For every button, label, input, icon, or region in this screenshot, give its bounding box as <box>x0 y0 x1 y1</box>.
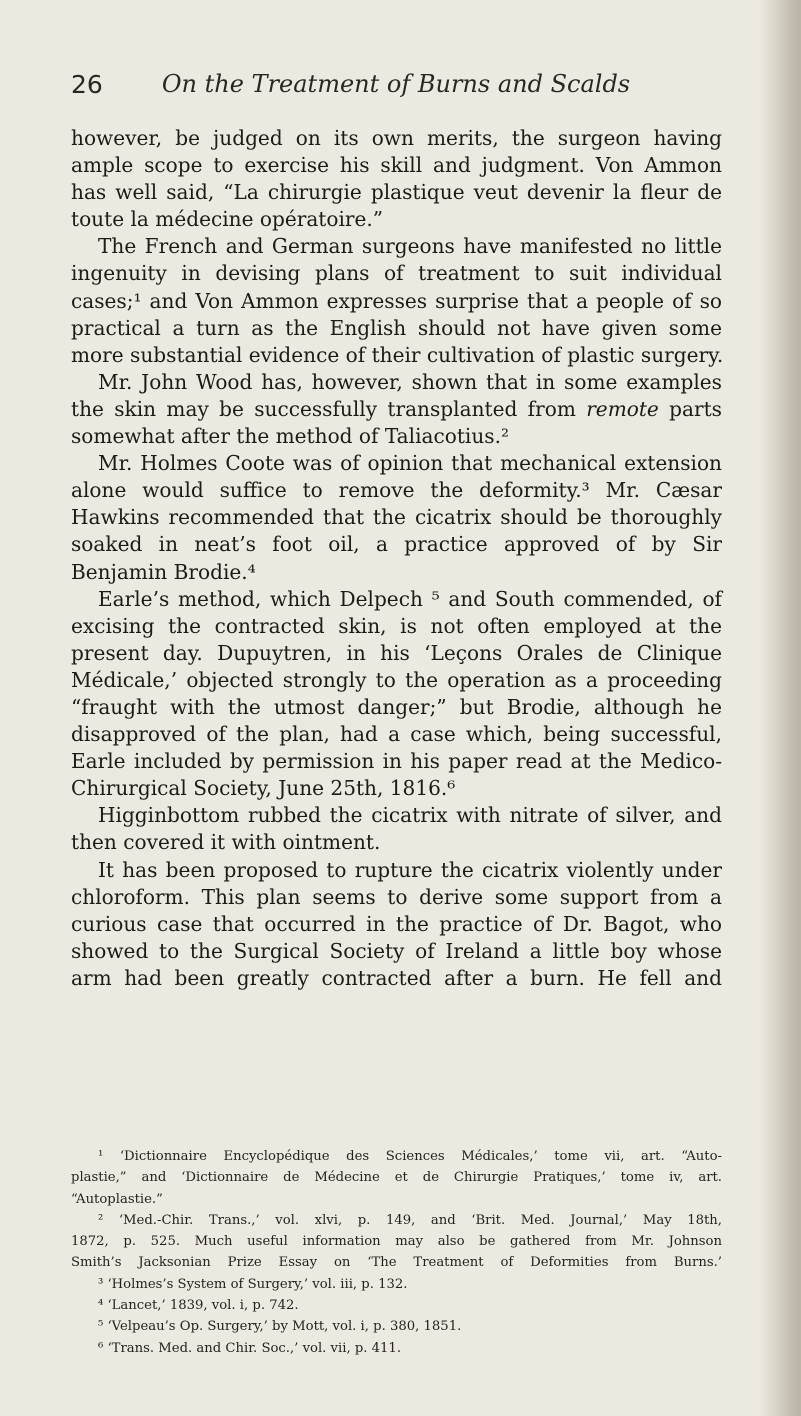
body-line: the skin may be successfully transplanted from remote parts <box>71 396 722 421</box>
body-line: It has been proposed to rupture the cicatrix violently under <box>98 857 722 882</box>
footnotes <box>71 1146 722 1359</box>
page-header <box>71 70 721 104</box>
body-line: Mr. John Wood has, however, shown that in some examples <box>98 369 722 394</box>
body-line: somewhat after the method of Taliacotius.² <box>71 424 510 449</box>
footnote-line: ¹ ‘Dictionnaire Encyclopédique des Sciences Médicales,’ tome vii, art. “Auto- <box>98 1149 722 1164</box>
body-line: ingenuity in devising plans of treatment to suit individual <box>71 261 722 286</box>
body-line: excising the contracted skin, is not often employed at the <box>71 613 722 638</box>
footnote-line: ⁶ ‘Trans. Med. and Chir. Soc.,’ vol. vii, p. 411. <box>98 1340 402 1356</box>
body-line: present day. Dupuytren, in his ‘Leçons Orales de Clinique <box>71 640 722 665</box>
footnote-line: ² ‘Med.-Chir. Trans.,’ vol. xlvi, p. 149, and ‘Brit. Med. Journal,’ May 18th, <box>98 1212 722 1228</box>
body-line: Higginbottom rubbed the cicatrix with nitrate of silver, and <box>98 803 722 828</box>
body-line: disapproved of the plan, had a case which, being successful, <box>71 722 722 747</box>
body-line: toute la médecine opératoire.” <box>71 207 384 232</box>
body-line: has well said, “La chirurgie plastique veut devenir la fleur de <box>71 180 722 205</box>
footnote-line: “Autoplastie.” <box>71 1191 163 1207</box>
body-line: practical a turn as the English should not have given some <box>71 315 722 340</box>
footnote-line: Smith’s Jacksonian Prize Essay on ‘The Treatment of Deformities from Burns.’ <box>71 1255 722 1271</box>
body-line: curious case that occurred in the practice of Dr. Bagot, who <box>71 911 722 936</box>
body-line: ample scope to exercise his skill and judgment. Von Ammon <box>71 153 722 178</box>
body-line: cases;¹ and Von Ammon expresses surprise that a people of so <box>71 288 722 313</box>
running-head: On the Treatment of Burns and Scalds <box>161 70 631 98</box>
footnote-line: 1872, p. 525. Much useful information may also be gathered from Mr. Johnson <box>71 1234 722 1250</box>
body-line: more substantial evidence of their cultivation of plastic surgery. <box>71 342 724 367</box>
body-line: Earle included by permission in his paper read at the Medico- <box>71 749 722 774</box>
body-line: Médicale,’ objected strongly to the operation as a proceeding <box>71 667 722 692</box>
emphasis-remote: remote <box>586 396 659 421</box>
body-line: Hawkins recommended that the cicatrix should be thoroughly <box>71 505 722 530</box>
footnote-line: plastie,” and ‘Dictionnaire de Médecine et de Chirurgie Pratiques,’ tome iv, art. <box>71 1170 722 1186</box>
footnote-line: ⁵ ‘Velpeau’s Op. Surgery,’ by Mott, vol. i, p. 380, 1851. <box>98 1319 462 1335</box>
body-line: alone would suffice to remove the deformity.³ Mr. Cæsar <box>71 478 722 503</box>
body-line: “fraught with the utmost danger;” but Brodie, although he <box>71 694 722 719</box>
body-line: showed to the Surgical Society of Ireland a little boy whose <box>71 938 722 963</box>
page-number: 26 <box>71 70 103 99</box>
body-line: arm had been greatly contracted after a burn. He fell and <box>71 965 722 990</box>
page-edge-shadow <box>759 0 801 1416</box>
body-line: Benjamin Brodie.⁴ <box>71 559 256 584</box>
footnote-line: ³ ‘Holmes’s System of Surgery,’ vol. iii, p. 132. <box>98 1276 408 1292</box>
body-line: soaked in neat’s foot oil, a practice approved of by Sir <box>71 532 722 557</box>
body-text <box>71 125 722 992</box>
body-line: Mr. Holmes Coote was of opinion that mechanical extension <box>98 451 722 476</box>
body-line: The French and German surgeons have manifested no little <box>98 234 722 259</box>
footnote-line: ⁴ ‘Lancet,’ 1839, vol. i, p. 742. <box>98 1298 299 1314</box>
body-line: Earle’s method, which Delpech ⁵ and South commended, of <box>98 586 722 611</box>
body-line: chloroform. This plan seems to derive some support from a <box>71 884 722 909</box>
body-line: then covered it with ointment. <box>71 830 381 855</box>
body-line: Chirurgical Society, June 25th, 1816.⁶ <box>71 776 456 801</box>
body-line: however, be judged on its own merits, the surgeon having <box>71 126 722 150</box>
